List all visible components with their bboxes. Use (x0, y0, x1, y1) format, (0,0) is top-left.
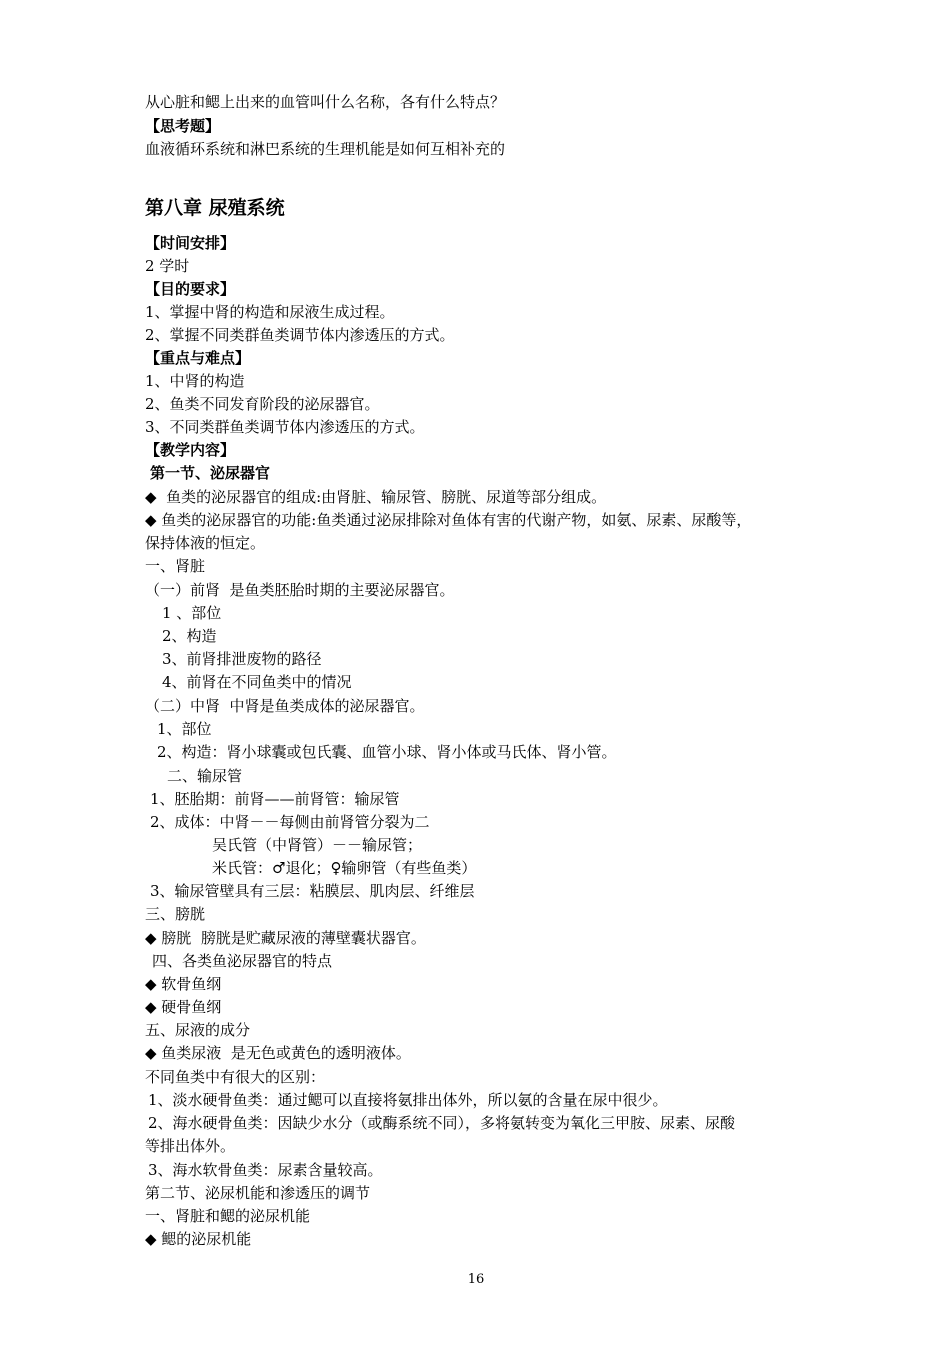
section-heading: 【重点与难点】 (145, 349, 251, 367)
text-line: 四、各类鱼泌尿器官的特点 (152, 952, 333, 970)
bullet-line: ◆ 鱼类尿液 是无色或黄色的透明液体。 (145, 1044, 411, 1062)
thinking-text: 血液循环系统和淋巴系统的生理机能是如何互相补充的 (145, 140, 506, 158)
text-line: 不同鱼类中有很大的区别： (145, 1068, 326, 1086)
bullet-line: ◆ 鳃的泌尿机能 (145, 1230, 252, 1248)
text-line: 1、中肾的构造 (145, 372, 245, 390)
review-question: 从心脏和鳃上出来的血管叫什么名称，各有什么特点？ (145, 93, 506, 111)
text-line: 二、输尿管 (167, 767, 243, 785)
text-line: 2 学时 (145, 257, 190, 275)
text-line: 米氏管：♂退化；♀输卵管（有些鱼类） (212, 859, 477, 877)
text-line: 2、海水硬骨鱼类：因缺少水分（或酶系统不同），多将氨转变为氧化三甲胺、尿素、尿酸 (148, 1114, 736, 1132)
text-line: 2、掌握不同类群鱼类调节体内渗透压的方式。 (145, 326, 455, 344)
text-line: 一、肾脏 (145, 557, 206, 575)
page-number: 16 (467, 1272, 485, 1287)
text-line: 2、构造 (162, 627, 217, 645)
text-line: 1、胚胎期：前肾——前肾管：输尿管 (150, 790, 400, 808)
text-line: 1、部位 (157, 720, 212, 738)
text-line: 2、构造：肾小球囊或包氏囊、血管小球、肾小体或马氏体、肾小管。 (157, 743, 617, 761)
bullet-line: ◆ 鱼类的泌尿器官的功能:鱼类通过泌尿排除对鱼体有害的代谢产物，如氨、尿素、尿酸等， (145, 511, 752, 529)
text-line: 保持体液的恒定。 (145, 534, 266, 552)
text-line: （一）前肾 是鱼类胚胎时期的主要泌尿器官。 (145, 581, 455, 599)
text-line: 五、尿液的成分 (145, 1021, 251, 1039)
bullet-line: ◆ 软骨鱼纲 (145, 975, 222, 993)
text-line: 1、淡水硬骨鱼类：通过鳃可以直接将氨排出体外，所以氨的含量在尿中很少。 (148, 1091, 668, 1109)
bullet-line: ◆ 硬骨鱼纲 (145, 998, 222, 1016)
text-line: 2、成体：中肾－－每侧由前肾管分裂为二 (150, 813, 430, 831)
section-heading: 【教学内容】 (145, 441, 236, 459)
text-line: 4、前肾在不同鱼类中的情况 (162, 673, 352, 691)
subsection-heading: 第一节、泌尿器官 (150, 464, 271, 482)
text-line: 2、鱼类不同发育阶段的泌尿器官。 (145, 395, 380, 413)
text-line: 3、海水软骨鱼类：尿素含量较高。 (148, 1161, 383, 1179)
text-line: 1、掌握中肾的构造和尿液生成过程。 (145, 303, 395, 321)
section-heading: 【时间安排】 (145, 234, 236, 252)
text-line: （二）中肾 中肾是鱼类成体的泌尿器官。 (145, 697, 425, 715)
text-line: 等排出体外。 (145, 1137, 236, 1155)
text-line: 第二节、泌尿机能和渗透压的调节 (145, 1184, 371, 1202)
text-line: 3、输尿管壁具有三层：粘膜层、肌肉层、纤维层 (150, 882, 475, 900)
chapter-title: 第八章 尿殖系统 (145, 197, 285, 219)
text-line: 吴氏管（中肾管）－－输尿管； (212, 836, 423, 854)
text-line: 一、肾脏和鳃的泌尿机能 (145, 1207, 311, 1225)
text-line: 3、不同类群鱼类调节体内渗透压的方式。 (145, 418, 425, 436)
text-line: 3、前肾排泄废物的路径 (162, 650, 322, 668)
text-line: 三、膀胱 (145, 905, 206, 923)
thinking-heading: 【思考题】 (145, 117, 221, 135)
section-heading: 【目的要求】 (145, 280, 236, 298)
text-line: 1 、部位 (162, 604, 222, 622)
bullet-line: ◆ 鱼类的泌尿器官的组成:由肾脏、输尿管、膀胱、尿道等部分组成。 (145, 488, 607, 506)
bullet-line: ◆ 膀胱 膀胱是贮藏尿液的薄壁囊状器官。 (145, 929, 426, 947)
